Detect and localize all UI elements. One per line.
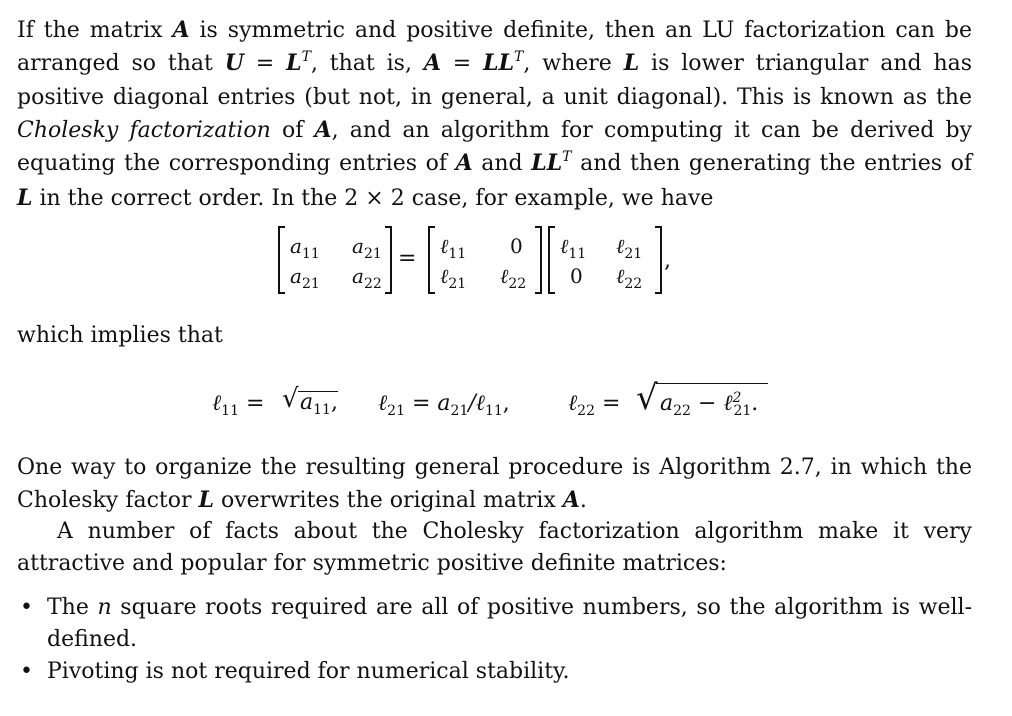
matrix-L-transpose [548, 228, 662, 292]
text: and then generating the entries of [571, 151, 972, 176]
sqrt-bar [298, 391, 338, 392]
text: = [243, 51, 287, 76]
matrix-cell: $a_{21}$ [352, 234, 382, 262]
matrix-cell: ℓ$_{11}$ [560, 234, 587, 262]
sqrt-symbol: √ [636, 378, 658, 418]
math-LL: LL [531, 150, 563, 176]
sqrt-bar [656, 383, 768, 384]
list-item: • The n square roots required are all of positive numbers, so the algorithm is well-defined. [17, 592, 972, 656]
paragraph-facts: A number of facts about the Cholesky factorization algorithm make it very attractive and popular for symmetric positive definite matrices: [17, 519, 972, 576]
eq-l21: ℓ$_{21}$ = $a_{21}/\ell_{11}$, [378, 391, 510, 419]
matrix-cell: ℓ$_{21}$ [440, 264, 467, 292]
matrix-cell: ℓ$_{22}$ [616, 264, 643, 292]
bullet-icon: • [20, 659, 33, 684]
facts-list [17, 592, 972, 688]
matrix-cell: ℓ$_{21}$ [616, 234, 643, 262]
text: of [270, 118, 315, 143]
matrix-cell: 0 [570, 264, 583, 288]
sqrt-symbol: √ [282, 384, 299, 414]
bullet-icon: • [20, 595, 33, 620]
matrix-equation [260, 222, 740, 300]
matrix-cell: $a_{21}$ [290, 264, 320, 292]
math-A: A [455, 150, 473, 176]
eq-l11: ℓ$_{11}$ = [212, 391, 265, 419]
matrix-cell: ℓ$_{22}$ [500, 264, 527, 292]
math-A: A [423, 50, 441, 76]
eq-l22-radicand: $a_{22}$ − ℓ$^2_{21}$. [660, 390, 759, 419]
math-U: U [224, 50, 244, 76]
text: is symmetric and positive definite, then an LU factorization can be arranged so that [17, 18, 973, 76]
math-L: L [623, 50, 640, 76]
trailing-comma: , [664, 248, 671, 273]
eq-l22: ℓ$_{22}$ = [568, 391, 621, 419]
paragraph-cholesky-intro [17, 14, 972, 215]
paragraph-implies: which implies that [17, 323, 223, 348]
math-transpose: T [562, 149, 572, 165]
eq-l11-radicand: $a_{11}$, [300, 390, 338, 418]
matrix-L [428, 228, 542, 292]
math-transpose: T [301, 49, 311, 65]
cholesky-entries-equation [212, 378, 812, 428]
matrix-A [278, 228, 392, 292]
text: , that is, [310, 51, 424, 76]
matrix-cell: ℓ$_{11}$ [440, 234, 467, 262]
matrix-cell: $a_{11}$ [290, 234, 320, 262]
math-A: A [562, 487, 580, 513]
math-L: L [17, 185, 33, 211]
math-A: A [314, 117, 332, 143]
matrix-cell: 0 [510, 234, 523, 258]
equals-sign: = [398, 246, 417, 271]
text: , and an algorithm for computing it can be derived by equating the corresponding entries of [17, 118, 973, 176]
text: , where [523, 51, 624, 76]
math-L: L [198, 487, 214, 513]
list-item: • Pivoting is not required for numerical stability. [17, 656, 972, 688]
math-n: n [97, 595, 112, 620]
math-LL: LL [483, 50, 515, 76]
math-A: A [172, 17, 190, 43]
math-transpose: T [514, 49, 524, 65]
text: If the matrix [17, 18, 173, 43]
matrix-cell: $a_{22}$ [352, 264, 382, 292]
text: = [440, 51, 484, 76]
math-L: L [286, 50, 302, 76]
text: in the correct order. In the 2 × 2 case, for example, we have [32, 186, 714, 211]
text: is lower triangular and has positive diagonal entries (but not, in general, a unit diagonal). This is known as the [17, 51, 973, 110]
paragraph-algorithm: One way to organize the resulting general procedure is Algorithm 2.7, in which the Cholesky factor L overwrites the original matrix A. [17, 455, 972, 513]
term-cholesky-factorization: Cholesky factorization [17, 118, 271, 143]
text: and [472, 151, 532, 176]
